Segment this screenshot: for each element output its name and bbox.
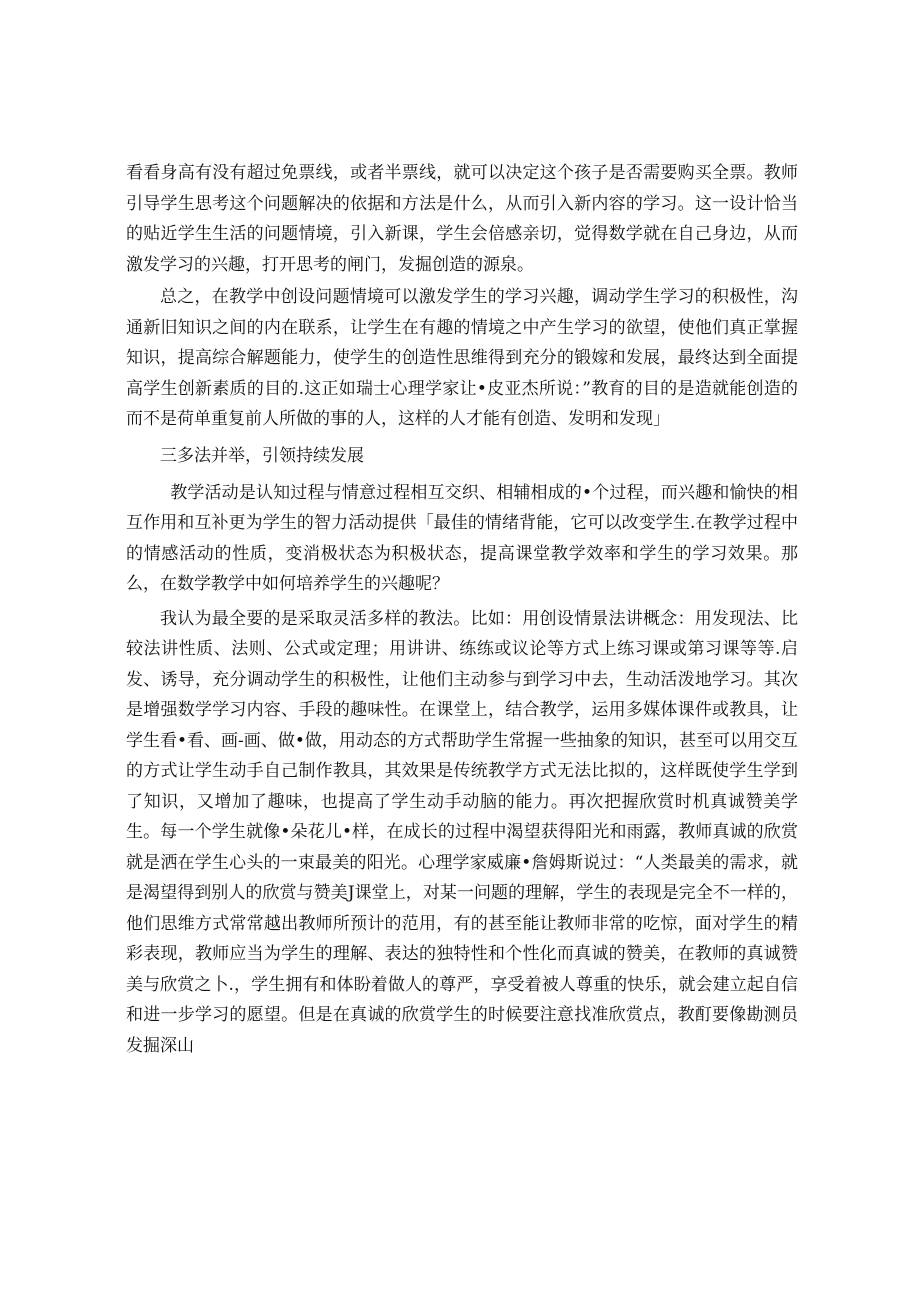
document-body: [126, 158, 798, 1061]
paragraph-summary: 总之，在教学中创设问题情境可以激发学生的学习兴趣，调动学生学习的积极性，沟通新旧知识之间的内在联系，让学生在有趣的情境之中产生学习的欲望，使他们真正掌握知识，提高综合解题能力，使学生的创造性思维得到充分的锻嫁和发展，最终达到全面提高学生创新素质的目的.这正如瑞士心理学家让•皮亚杰所说：”教育的目的是造就能创造的而不是荷单重复前人所做的事的人，这样的人才能有创造、发明和发现」: [126, 287, 798, 429]
paragraph-continuation: 看看身高有没有超过免票线，或者半票线，就可以决定这个孩子是否需要购买全票。教师引导学生思考这个问题解决的依据和方法是什么，从而引入新内容的学习。这一设计恰当的贴近学生生活的问题情境，引入新课，学生会倍感亲切，觉得数学就在自己身边，从而激发学习的兴趣，打开思考的闸门，发掘创造的源泉。: [126, 163, 798, 275]
paragraph-teaching-methods: 我认为最全要的是采取灵活多样的教法。比如：用创设情景法讲概念：用发现法、比较法讲性质、法则、公式或定理；用讲讲、练练或议论等方式上练习课或第习课等等.启发、诱导，充分调动学生的积极性，让他们主动参与到学习中去，生动活泼地学习。其次是增强数学学习内容、手段的趣味性。在课堂上，结合教学，运用多媒体课件或教具，让学生看•看、画-画、做•做，用动态的方式帮助学生常握一些抽象的知识，甚至可以用交互的方式让学生动手自己制作教具，其效果是传统教学方式无法比拟的，这样既使学生学到了知识，又增加了趣味，也提高了学生动手动脑的能力。再次把握欣赏时机真诚赞美学生。每一个学生就像•朵花儿•样，在成长的过程中渴望获得阳光和雨露，教师真诚的欣赏就是洒在学生心头的一束最美的阳光。心理学家威廉•詹姆斯说过：“人类最美的需求，就是渴望得到别人的欣赏与赞美J课堂上，对某一问题的理解，学生的表现是完全不一样的，他们思维方式常常越出教师所预计的范用，有的甚至能让教师非常的吃惊，面对学生的精彩表现，教师应当为学生的理解、表达的独特性和个性化而真诚的赞美，在教师的真诚赞美与欣赏之卜.，学生拥有和体盼着做人的尊严，享受着被人尊重的快乐，就会建立起自信和进一步学习的愿望。但是在真诚的欣赏学生的时候要注意找准欣赏点，教酊要像勘测员发掘深山: [126, 608, 798, 1056]
paragraph-teaching-activity: 教学活动是认知过程与情意过程相互交织、相辅相成的•个过程，而兴趣和愉快的相互作用和互补更为学生的智力活动提供「最佳的情绪背能，它可以改变学生.在教学过程中的情感活动的性质，变消极状态为积极状态，提高课堂教学效率和学生的学习效果。那么，在数学教学中如何培养学生的兴趣呢？: [126, 482, 798, 594]
section-heading: 三多法并举，引领持续发展: [160, 445, 364, 466]
